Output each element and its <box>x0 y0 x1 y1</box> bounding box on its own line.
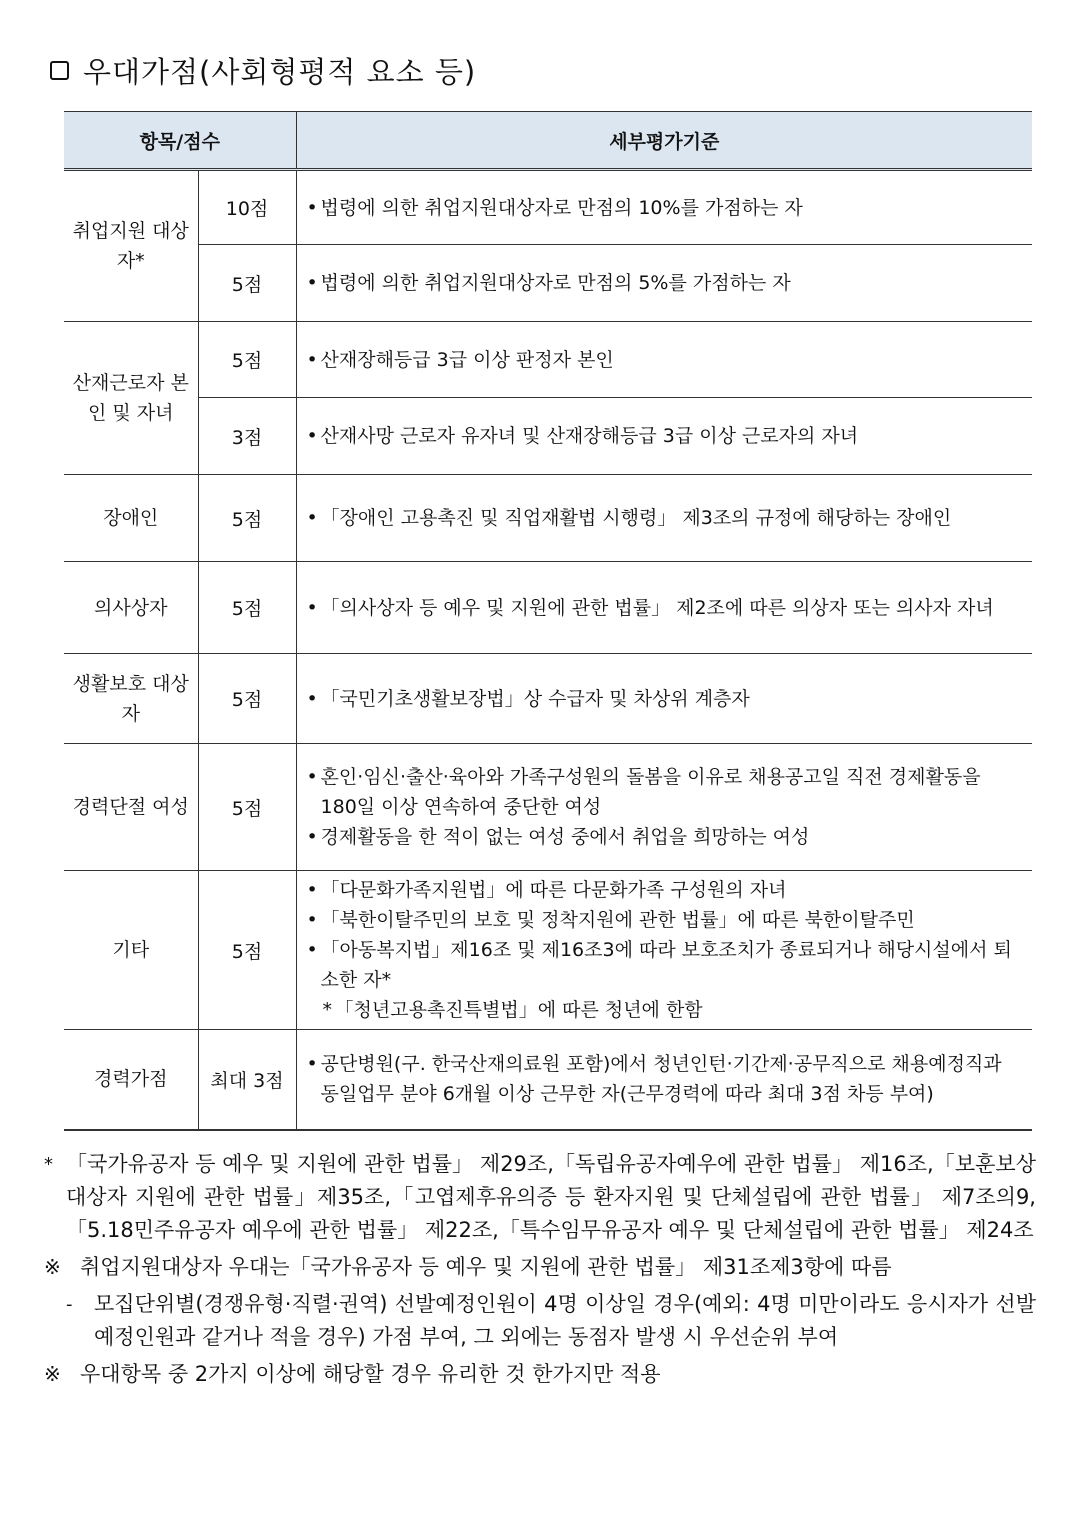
footnote-legal-refs: * 「국가유공자 등 예우 및 지원에 관한 법률」 제29조,「독립유공자예우에 관한 법률」 제16조,「보훈보상대상자 지원에 관한 법률」제35조,「고엽제후유의증 등 환자지원 및 단체설립에 관한 법률」 제7조의9,「5.18민주유공자 예우에 관한 법률」 제22조,「특수임무유공자 예우 및 단체설립에 관한 법률」 제24조 <box>44 1148 1036 1247</box>
reference-note: ※ 취업지원대상자 우대는「국가유공자 등 예우 및 지원에 관한 법률」 제31조제3항에 따름 <box>44 1251 1036 1284</box>
footnotes <box>44 1148 1036 1395</box>
category-cell: 산재근로자 본인 및 자녀 <box>64 322 198 475</box>
score-cell: 5점 <box>198 475 296 562</box>
reference-mark-icon: ※ <box>44 1255 61 1279</box>
table-row <box>64 744 1032 871</box>
preference-points-table <box>64 111 1032 1131</box>
table-row <box>64 1030 1032 1130</box>
category-cell: 의사상자 <box>64 562 198 654</box>
list-item: • 「장애인 고용촉진 및 직업재활법 시행령」 제3조의 규정에 해당하는 장애인 <box>306 507 952 529</box>
criteria-cell <box>296 245 1032 322</box>
table-row <box>64 398 1032 475</box>
reference-mark-icon: ※ <box>44 1362 61 1386</box>
criteria-cell <box>296 170 1032 245</box>
score-cell: 최대 3점 <box>198 1030 296 1130</box>
category-cell: 경력가점 <box>64 1030 198 1130</box>
list-item: • 「다문화가족지원법」에 따른 다문화가족 구성원의 자녀 <box>306 879 787 901</box>
list-item: • 「의사상자 등 예우 및 지원에 관한 법률」 제2조에 따른 의상자 또는 의사자 자녀 <box>306 596 994 619</box>
score-cell: 3점 <box>198 398 296 475</box>
list-item: • 산재장해등급 3급 이상 판정자 본인 <box>306 348 614 371</box>
table-row <box>64 654 1032 744</box>
category-cell: 취업지원 대상자* <box>64 170 198 322</box>
table-row <box>64 245 1032 322</box>
criteria-cell <box>296 744 1032 871</box>
criteria-cell <box>296 654 1032 744</box>
checkbox-square-icon <box>50 61 69 80</box>
table-row <box>64 475 1032 562</box>
category-cell: 생활보호 대상자 <box>64 654 198 744</box>
score-cell: 5점 <box>198 562 296 654</box>
table-row <box>64 322 1032 398</box>
table-row <box>64 562 1032 654</box>
list-item: • 공단병원(구. 한국산재의료원 포함)에서 청년인턴·기간제·공무직으로 채용예정직과 동일업무 분야 6개월 이상 근무한 자(근무경력에 따라 최대 3점 차등 부여) <box>306 1053 1002 1106</box>
score-cell: 5점 <box>198 322 296 398</box>
category-cell: 기타 <box>64 871 198 1030</box>
criteria-cell <box>296 322 1032 398</box>
category-cell: 경력단절 여성 <box>64 744 198 871</box>
asterisk-mark: * <box>44 1154 53 1175</box>
score-cell: 5점 <box>198 744 296 871</box>
list-item: • 「북한이탈주민의 보호 및 정착지원에 관한 법률」에 따른 북한이탈주민 <box>306 909 915 931</box>
table-row <box>64 871 1032 1030</box>
header-criteria: 세부평가기준 <box>296 112 1032 170</box>
dash-mark: - <box>66 1294 73 1315</box>
criteria-cell <box>296 475 1032 562</box>
list-item: • 산재사망 근로자 유자녀 및 산재장해등급 3급 이상 근로자의 자녀 <box>306 425 859 447</box>
score-cell: 10점 <box>198 170 296 245</box>
score-cell: 5점 <box>198 654 296 744</box>
section-heading <box>50 50 476 91</box>
criteria-cell <box>296 1030 1032 1130</box>
list-item: • 법령에 의한 취업지원대상자로 만점의 5%를 가점하는 자 <box>306 272 791 294</box>
reference-note: ※ 우대항목 중 2가지 이상에 해당할 경우 유리한 것 한가지만 적용 <box>44 1358 1036 1391</box>
criteria-cell <box>296 562 1032 654</box>
criteria-cell <box>296 398 1032 475</box>
score-cell: 5점 <box>198 245 296 322</box>
list-item: • 「아동복지법」제16조 및 제16조3에 따라 보호조치가 종료되거나 해당시설에서 퇴소한 자* <box>306 939 1012 991</box>
list-item: • 경제활동을 한 적이 없는 여성 중에서 취업을 희망하는 여성 <box>306 826 810 848</box>
table-row <box>64 170 1032 245</box>
score-cell: 5점 <box>198 871 296 1030</box>
list-item: • 법령에 의한 취업지원대상자로 만점의 10%를 가점하는 자 <box>306 196 803 219</box>
header-category: 항목/점수 <box>64 112 296 170</box>
sub-note: - 모집단위별(경쟁유형·직렬·권역) 선발예정인원이 4명 이상일 경우(예외: 4명 미만이라도 응시자가 선발예정인원과 같거나 적을 경우) 가점 부여, 그 외에는 동점자 발생 시 우선순위 부여 <box>44 1288 1036 1354</box>
list-item: • 혼인·임신·출산·육아와 가족구성원의 돌봄을 이유로 채용공고일 직전 경제활동을 180일 이상 연속하여 중단한 여성 <box>306 766 981 818</box>
category-cell: 장애인 <box>64 475 198 562</box>
section-heading-text: 우대가점(사회형평적 요소 등) <box>83 55 477 89</box>
criteria-cell <box>296 871 1032 1030</box>
table-note: * 「청년고용촉진특별법」에 따른 청년에 한함 <box>322 999 703 1021</box>
list-item: • 「국민기초생활보장법」상 수급자 및 차상위 계층자 <box>306 687 750 710</box>
table-header-row <box>64 112 1032 170</box>
